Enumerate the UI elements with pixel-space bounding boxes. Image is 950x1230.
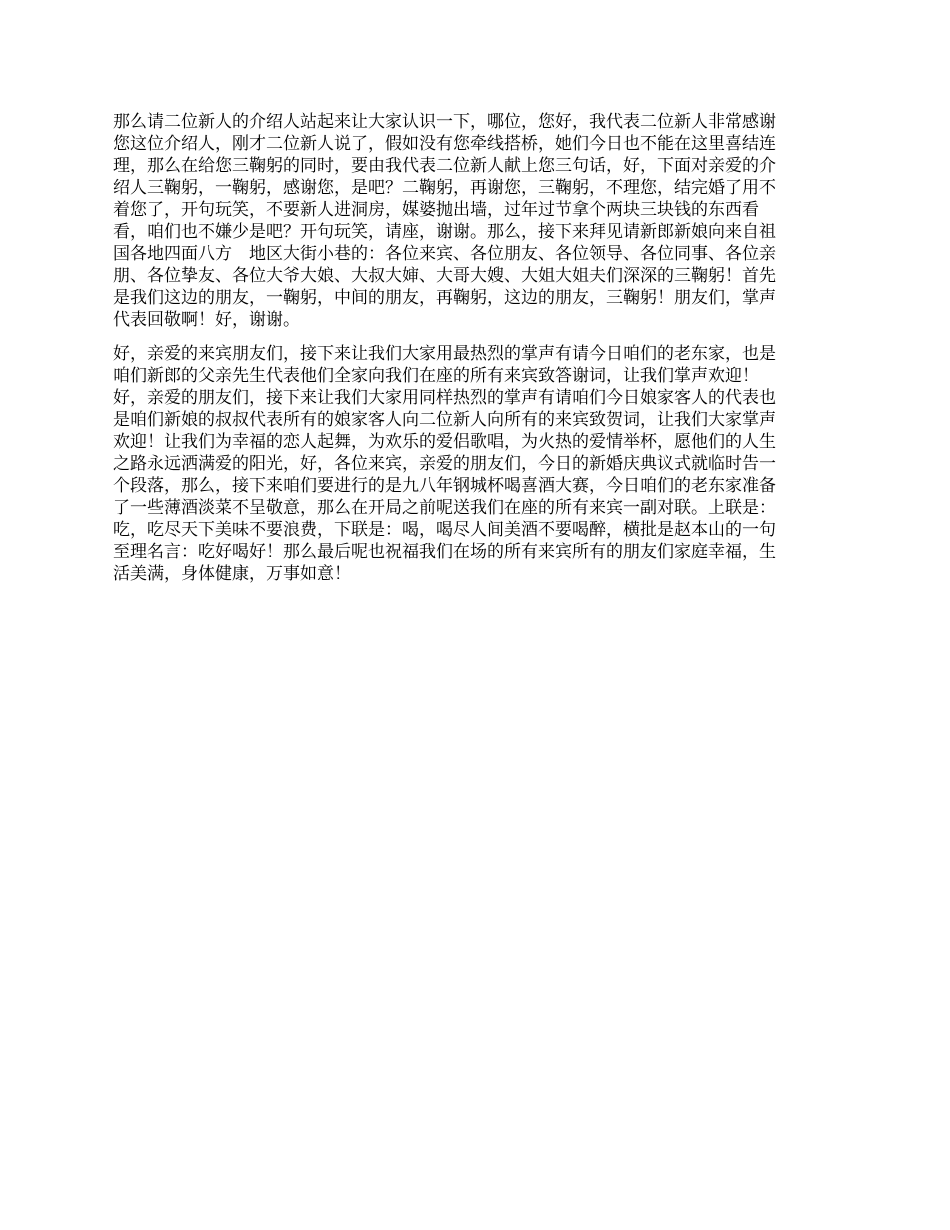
text-line: 了一些薄酒淡菜不呈敬意，那么在开局之前呢送我们在座的所有来宾一副对联。上联是： [113, 498, 776, 518]
text-line: 个段落，那么，接下来咱们要进行的是九八年钢城杯喝喜酒大赛，今日咱们的老东家准备 [113, 476, 776, 496]
text-line: 国各地四面八方 地区大街小巷的：各位来宾、各位朋友、各位领导、各位同事、各位亲 [113, 244, 776, 264]
paragraph-spacer [113, 331, 843, 343]
text-line: 好，亲爱的朋友们，接下来让我们大家用同样热烈的掌声有请咱们今日娘家客人的代表也 [113, 388, 776, 408]
text-line: 绍人三鞠躬，一鞠躬，感谢您，是吧？二鞠躬，再谢您，三鞠躬，不理您，结完婚了用不 [113, 178, 776, 198]
text-line: 欢迎！让我们为幸福的恋人起舞，为欢乐的爱侣歌唱，为火热的爱情举杯，愿他们的人生 [113, 432, 776, 452]
text-line: 好，亲爱的来宾朋友们，接下来让我们大家用最热烈的掌声有请今日咱们的老东家，也是 [113, 344, 776, 364]
text-line: 至理名言：吃好喝好！那么最后呢也祝福我们在场的所有来宾所有的朋友们家庭幸福，生 [113, 542, 776, 562]
paragraph-speeches [113, 343, 843, 585]
text-line: 活美满，身体健康，万事如意！ [113, 564, 351, 584]
document-page [113, 111, 843, 585]
text-line: 着您了，开句玩笑，不要新人进洞房，媒婆抛出墙，过年过节拿个两块三块钱的东西看 [113, 200, 759, 220]
text-line: 看，咱们也不嫌少是吧？开句玩笑，请座，谢谢。那么，接下来拜见请新郎新娘向来自祖 [113, 222, 776, 242]
text-line: 代表回敬啊！好，谢谢。 [113, 310, 300, 330]
text-line: 朋、各位挚友、各位大爷大娘、大叔大婶、大哥大嫂、大姐大姐夫们深深的三鞠躬！首先 [113, 266, 776, 286]
text-line: 吃，吃尽天下美味不要浪费，下联是：喝，喝尽人间美酒不要喝醉，横批是赵本山的一句 [113, 520, 776, 540]
paragraph-introducer [113, 111, 843, 331]
text-line: 那么请二位新人的介绍人站起来让大家认识一下，哪位，您好，我代表二位新人非常感谢 [113, 112, 776, 132]
text-line: 是我们这边的朋友，一鞠躬，中间的朋友，再鞠躬，这边的朋友，三鞠躬！朋友们，掌声 [113, 288, 776, 308]
text-line: 是咱们新娘的叔叔代表所有的娘家客人向二位新人向所有的来宾致贺词，让我们大家掌声 [113, 410, 776, 430]
text-line: 之路永远洒满爱的阳光，好，各位来宾，亲爱的朋友们，今日的新婚庆典议式就临时告一 [113, 454, 776, 474]
text-line: 咱们新郎的父亲先生代表他们全家向我们在座的所有来宾致答谢词，让我们掌声欢迎！ [113, 366, 759, 386]
text-line: 您这位介绍人，刚才二位新人说了，假如没有您牵线搭桥，她们今日也不能在这里喜结连 [113, 134, 776, 154]
text-line: 理，那么在给您三鞠躬的同时，要由我代表二位新人献上您三句话，好，下面对亲爱的介 [113, 156, 776, 176]
